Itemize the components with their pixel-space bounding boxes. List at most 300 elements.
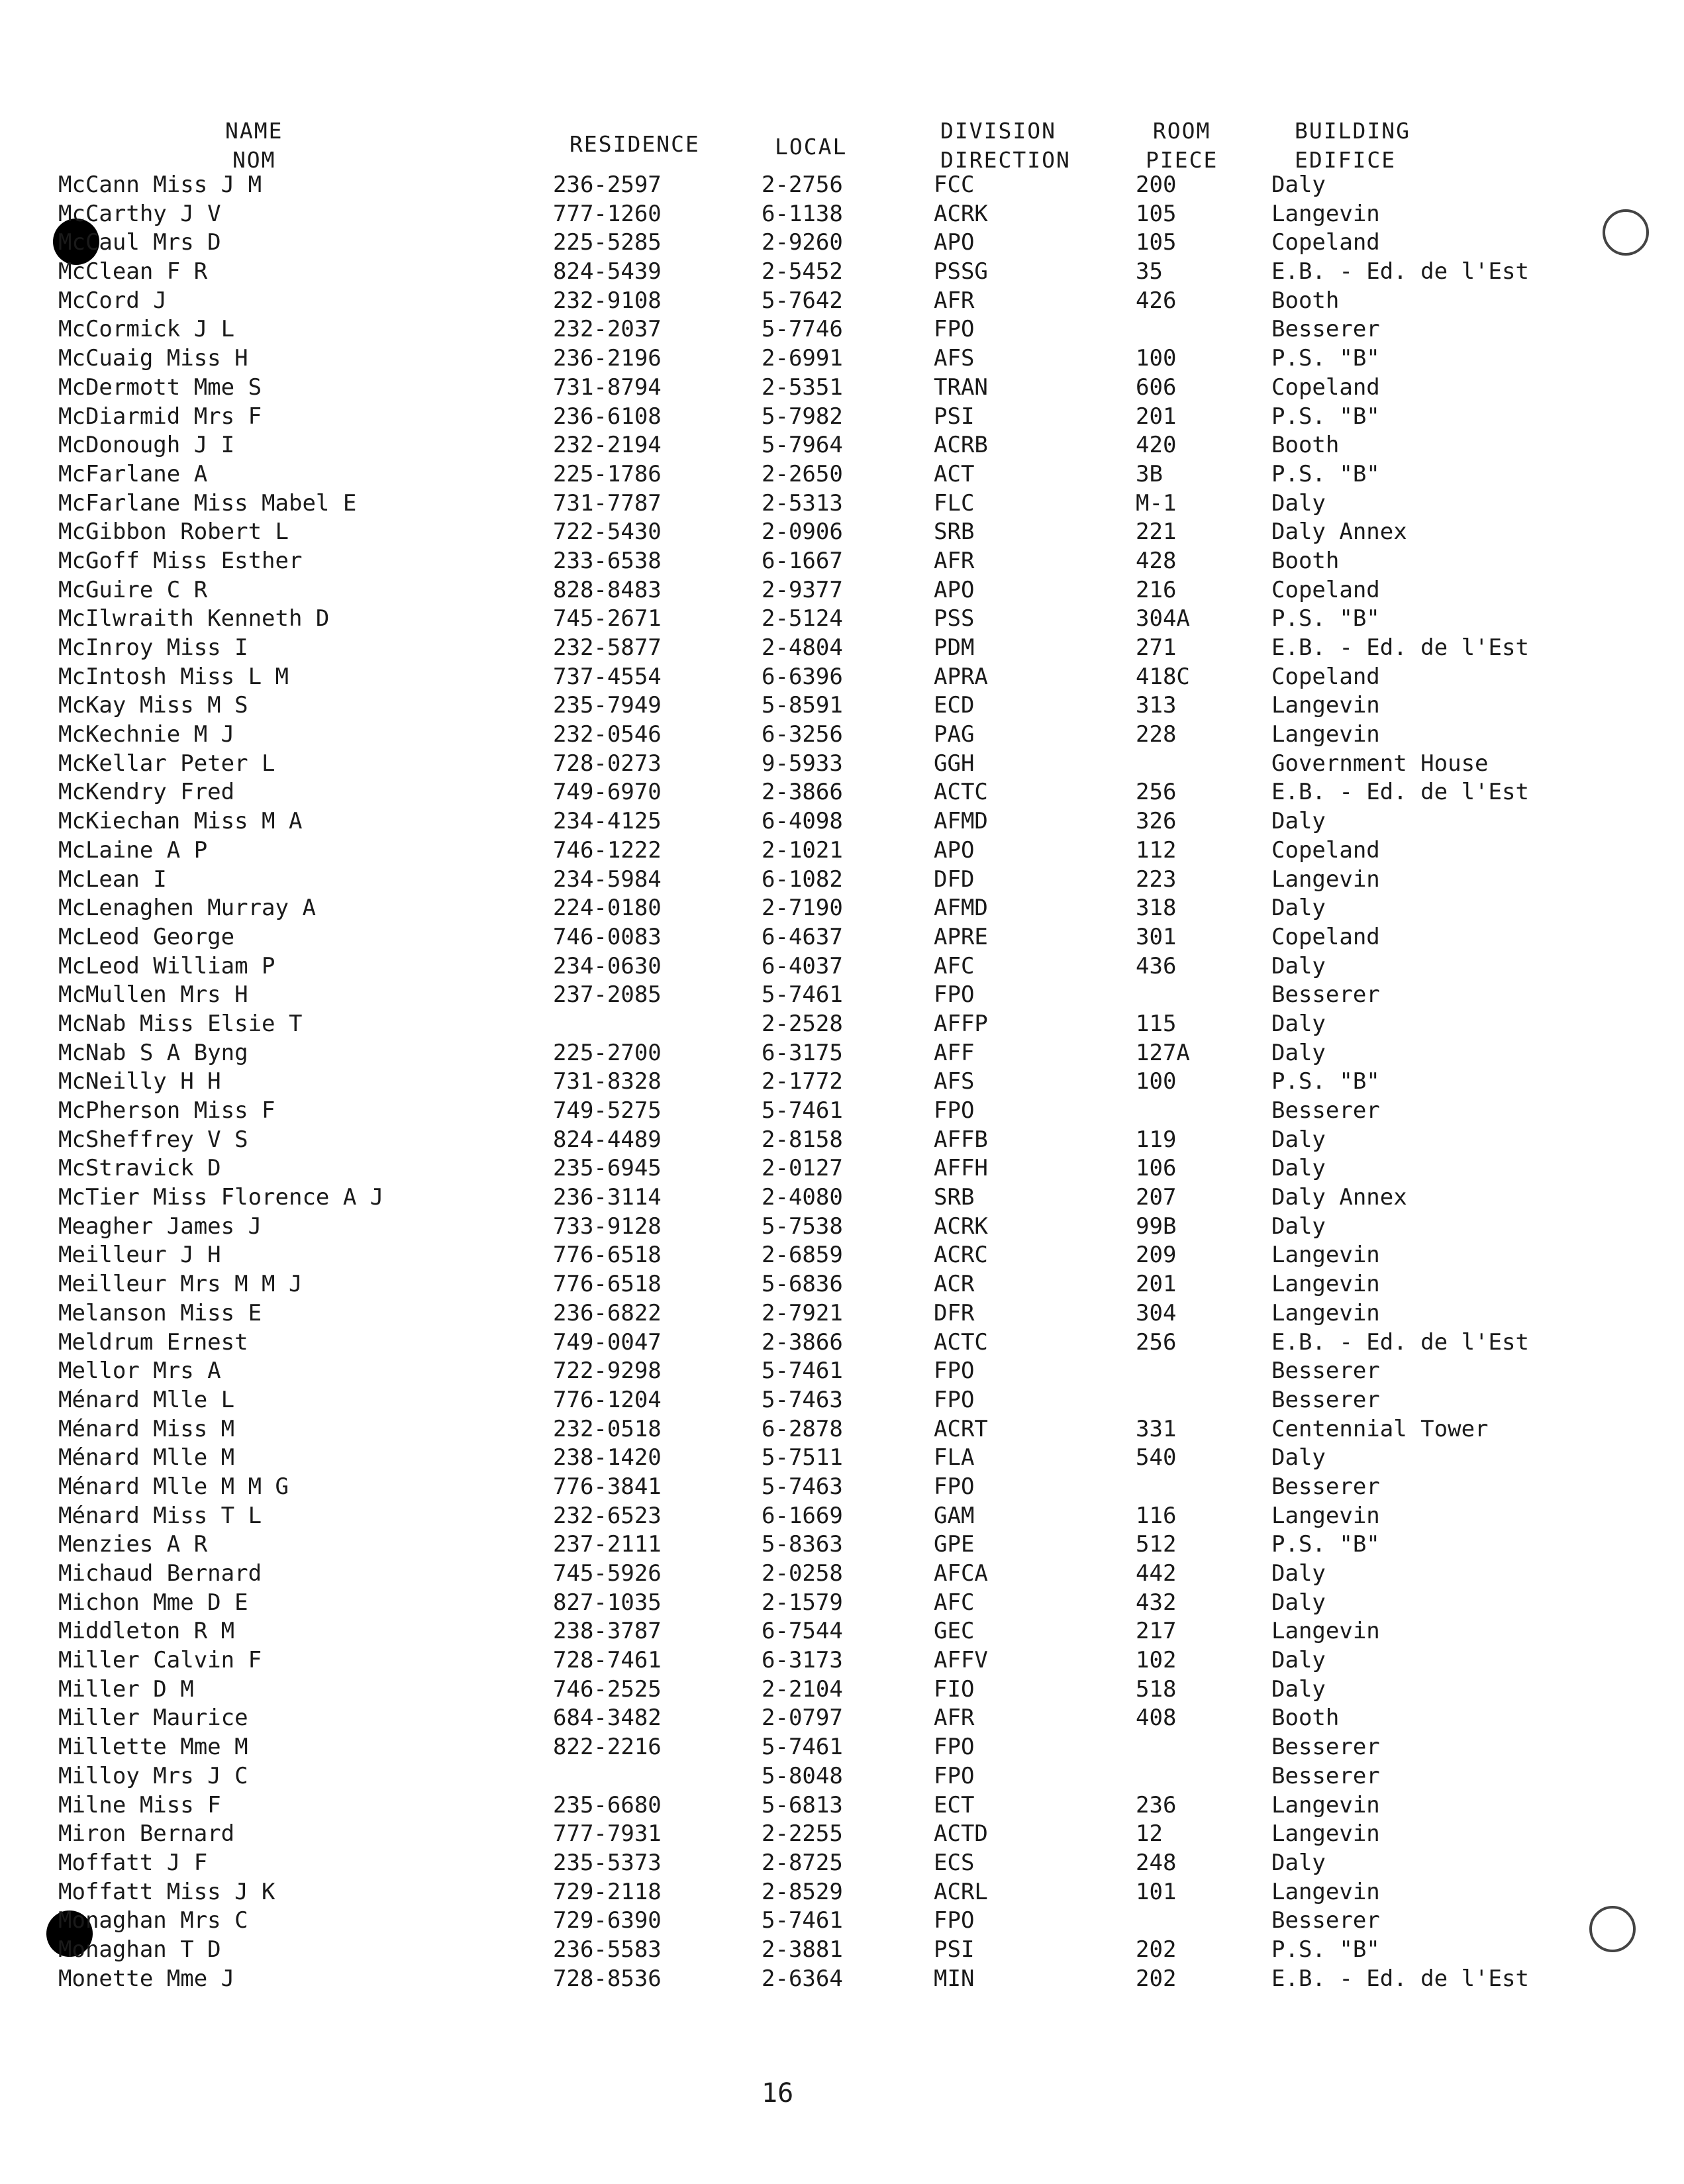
entry-building: Daly — [1271, 1849, 1326, 1876]
entry-name: McKay Miss M S — [58, 692, 248, 719]
directory-row — [0, 1444, 1684, 1473]
entry-name: Miller Calvin F — [58, 1647, 262, 1674]
entry-local-phone: 5-8363 — [762, 1531, 843, 1558]
directory-row — [0, 344, 1684, 373]
entry-division: APO — [934, 576, 975, 603]
directory-row — [0, 1328, 1684, 1358]
header-name-en: NAME — [225, 118, 283, 144]
directory-row — [0, 634, 1684, 663]
entry-residence-phone: 777-1260 — [553, 200, 662, 227]
entry-building: P.S. "B" — [1271, 1936, 1380, 1963]
entry-name: Milne Miss F — [58, 1791, 221, 1818]
entry-room: 119 — [1136, 1126, 1177, 1153]
entry-residence-phone: 236-2597 — [553, 172, 662, 198]
entry-name: McFarlane A — [58, 460, 208, 487]
directory-row — [0, 1733, 1684, 1762]
entry-building: Langevin — [1271, 1618, 1380, 1645]
entry-residence-phone: 684-3482 — [553, 1705, 662, 1732]
entry-residence-phone: 234-4125 — [553, 808, 662, 835]
entry-local-phone: 5-7461 — [762, 1358, 843, 1385]
entry-name: Moffatt Miss J K — [58, 1878, 275, 1905]
entry-name: Mellor Mrs A — [58, 1358, 221, 1385]
entry-building: E.B. - Ed. de l'Est — [1271, 1328, 1529, 1356]
entry-room: 418C — [1136, 663, 1190, 690]
entry-residence-phone: 733-9128 — [553, 1213, 662, 1240]
entry-building: P.S. "B" — [1271, 403, 1380, 430]
entry-name: McCuaig Miss H — [58, 345, 248, 372]
entry-name: McLenaghen Murray A — [58, 895, 316, 922]
entry-local-phone: 2-2528 — [762, 1010, 843, 1037]
entry-local-phone: 2-5351 — [762, 373, 843, 401]
entry-name: McCann Miss J M — [58, 172, 262, 198]
entry-residence-phone: 729-6390 — [553, 1907, 662, 1934]
entry-building: Booth — [1271, 432, 1340, 459]
entry-name: Miron Bernard — [58, 1820, 235, 1848]
entry-residence-phone: 232-6523 — [553, 1502, 662, 1529]
directory-row — [0, 605, 1684, 634]
directory-row — [0, 836, 1684, 866]
directory-row — [0, 373, 1684, 403]
entry-building: Daly — [1271, 1560, 1326, 1587]
entry-building: Besserer — [1271, 1734, 1380, 1761]
entry-division: PSI — [934, 1936, 975, 1963]
entry-residence-phone: 824-5439 — [553, 258, 662, 285]
entry-local-phone: 5-6836 — [762, 1271, 843, 1298]
entry-residence-phone: 232-0546 — [553, 721, 662, 748]
entry-room: 420 — [1136, 432, 1177, 459]
entry-name: McNeilly H H — [58, 1068, 221, 1095]
entry-division: GPE — [934, 1531, 975, 1558]
entry-residence-phone: 746-2525 — [553, 1675, 662, 1703]
header-division-fr: DIRECTION — [940, 147, 1071, 173]
entry-local-phone: 2-7921 — [762, 1299, 843, 1326]
entry-residence-phone: 225-2700 — [553, 1039, 662, 1066]
entry-room: 512 — [1136, 1531, 1177, 1558]
entry-residence-phone: 236-3114 — [553, 1184, 662, 1211]
entry-division: APRE — [934, 923, 988, 950]
entry-room: 100 — [1136, 345, 1177, 372]
entry-room: 115 — [1136, 1010, 1177, 1037]
entry-residence-phone: 232-0518 — [553, 1415, 662, 1442]
entry-residence-phone: 776-3841 — [553, 1473, 662, 1500]
entry-division: DFR — [934, 1299, 975, 1326]
entry-room: 428 — [1136, 547, 1177, 574]
entry-room: 223 — [1136, 866, 1177, 893]
entry-building: Besserer — [1271, 1386, 1380, 1413]
entry-name: Monette Mme J — [58, 1965, 235, 1992]
entry-building: P.S. "B" — [1271, 460, 1380, 487]
entry-name: McTier Miss Florence A J — [58, 1184, 384, 1211]
entry-local-phone: 6-3256 — [762, 721, 843, 748]
entry-name: McKiechan Miss M A — [58, 808, 303, 835]
entry-room: 436 — [1136, 952, 1177, 979]
entry-local-phone: 2-2756 — [762, 172, 843, 198]
entry-name: Meilleur Mrs M M J — [58, 1271, 303, 1298]
entry-division: AFS — [934, 345, 975, 372]
entry-residence-phone: 745-2671 — [553, 605, 662, 632]
entry-division: FPO — [934, 1734, 975, 1761]
entry-room: 105 — [1136, 229, 1177, 256]
directory-row — [0, 1183, 1684, 1213]
entry-building: Besserer — [1271, 1097, 1380, 1124]
entry-local-phone: 6-1138 — [762, 200, 843, 227]
entry-local-phone: 6-3175 — [762, 1039, 843, 1066]
entry-building: Daly — [1271, 1213, 1326, 1240]
entry-building: Langevin — [1271, 866, 1380, 893]
entry-residence-phone: 828-8483 — [553, 576, 662, 603]
entry-local-phone: 5-6813 — [762, 1791, 843, 1818]
entry-name: McKendry Fred — [58, 779, 235, 806]
entry-residence-phone: 722-9298 — [553, 1358, 662, 1385]
entry-division: FPO — [934, 981, 975, 1009]
entry-division: PSS — [934, 605, 975, 632]
entry-building: Daly Annex — [1271, 1184, 1407, 1211]
entry-division: ACRK — [934, 200, 988, 227]
entry-room: 101 — [1136, 1878, 1177, 1905]
directory-row — [0, 1589, 1684, 1618]
entry-room: 35 — [1136, 258, 1163, 285]
entry-division: ACTD — [934, 1820, 988, 1848]
entry-residence-phone: 232-2194 — [553, 432, 662, 459]
entry-room: 304 — [1136, 1299, 1177, 1326]
directory-row — [0, 1530, 1684, 1560]
directory-row — [0, 1820, 1684, 1849]
directory-row — [0, 1965, 1684, 1994]
entry-building: Besserer — [1271, 1762, 1380, 1789]
entry-residence-phone: 746-0083 — [553, 923, 662, 950]
directory-row — [0, 923, 1684, 952]
directory-row — [0, 1646, 1684, 1675]
entry-room: 606 — [1136, 373, 1177, 401]
entry-local-phone: 5-7746 — [762, 316, 843, 343]
header-room-fr: PIECE — [1146, 147, 1218, 173]
entry-division: ACRC — [934, 1242, 988, 1269]
entry-residence-phone: 746-1222 — [553, 836, 662, 864]
entry-residence-phone: 776-1204 — [553, 1386, 662, 1413]
directory-row — [0, 1560, 1684, 1589]
entry-division: AFFB — [934, 1126, 988, 1153]
directory-row — [0, 1849, 1684, 1878]
header-name-fr: NOM — [232, 147, 276, 173]
entry-name: Meagher James J — [58, 1213, 262, 1240]
entry-building: Langevin — [1271, 1242, 1380, 1269]
entry-division: GAM — [934, 1502, 975, 1529]
entry-building: Daly — [1271, 952, 1326, 979]
directory-row — [0, 228, 1684, 258]
entry-room: 12 — [1136, 1820, 1163, 1848]
entry-division: ACRT — [934, 1415, 988, 1442]
entry-local-phone: 2-4804 — [762, 634, 843, 661]
entry-residence-phone: 236-6108 — [553, 403, 662, 430]
entry-room: 221 — [1136, 519, 1177, 546]
entry-residence-phone: 824-4489 — [553, 1126, 662, 1153]
directory-row — [0, 200, 1684, 229]
entry-division: SRB — [934, 1184, 975, 1211]
entry-building: Daly — [1271, 1647, 1326, 1674]
directory-row — [0, 315, 1684, 344]
entry-residence-phone: 749-6970 — [553, 779, 662, 806]
entry-building: Besserer — [1271, 981, 1380, 1009]
directory-row — [0, 1617, 1684, 1646]
entry-residence-phone: 776-6518 — [553, 1271, 662, 1298]
entry-division: ECD — [934, 692, 975, 719]
entry-division: GGH — [934, 750, 975, 777]
entry-local-phone: 2-6859 — [762, 1242, 843, 1269]
directory-row — [0, 720, 1684, 750]
entry-room: 236 — [1136, 1791, 1177, 1818]
entry-division: TRAN — [934, 373, 988, 401]
entry-name: McMullen Mrs H — [58, 981, 248, 1009]
entry-building: P.S. "B" — [1271, 1068, 1380, 1095]
entry-room: 100 — [1136, 1068, 1177, 1095]
entry-building: Copeland — [1271, 229, 1380, 256]
entry-building: Copeland — [1271, 923, 1380, 950]
directory-row — [0, 981, 1684, 1010]
entry-name: Meilleur J H — [58, 1242, 221, 1269]
entry-residence-phone: 729-2118 — [553, 1878, 662, 1905]
entry-local-phone: 5-7463 — [762, 1386, 843, 1413]
entry-local-phone: 2-9377 — [762, 576, 843, 603]
entry-name: McNab S A Byng — [58, 1039, 248, 1066]
entry-local-phone: 2-8158 — [762, 1126, 843, 1153]
entry-name: McClean F R — [58, 258, 208, 285]
entry-local-phone: 5-7461 — [762, 981, 843, 1009]
entry-local-phone: 2-0797 — [762, 1705, 843, 1732]
directory-row — [0, 1878, 1684, 1907]
entry-residence-phone: 776-6518 — [553, 1242, 662, 1269]
directory-row — [0, 1675, 1684, 1705]
entry-local-phone: 5-7463 — [762, 1473, 843, 1500]
entry-residence-phone: 731-7787 — [553, 489, 662, 517]
entry-building: Daly — [1271, 1589, 1326, 1616]
entry-local-phone: 2-1021 — [762, 836, 843, 864]
entry-residence-phone: 235-7949 — [553, 692, 662, 719]
entry-name: Monaghan Mrs C — [58, 1907, 248, 1934]
entry-name: McKellar Peter L — [58, 750, 275, 777]
entry-residence-phone: 728-0273 — [553, 750, 662, 777]
header-room-en: ROOM — [1152, 118, 1211, 144]
header-residence-label: RESIDENCE — [570, 131, 700, 157]
entry-name: Michon Mme D E — [58, 1589, 248, 1616]
entry-division: AFFP — [934, 1010, 988, 1037]
entry-division: APO — [934, 836, 975, 864]
entry-name: Miller D M — [58, 1675, 194, 1703]
entry-building: P.S. "B" — [1271, 1531, 1380, 1558]
entry-residence-phone: 728-8536 — [553, 1965, 662, 1992]
directory-row — [0, 1907, 1684, 1936]
entry-division: SRB — [934, 519, 975, 546]
entry-division: PAG — [934, 721, 975, 748]
entry-name: McNab Miss Elsie T — [58, 1010, 303, 1037]
entry-name: McDiarmid Mrs F — [58, 403, 262, 430]
entry-room: 127A — [1136, 1039, 1190, 1066]
directory-row — [0, 1473, 1684, 1502]
entry-building: Daly Annex — [1271, 519, 1407, 546]
entry-name: McCaul Mrs D — [58, 229, 221, 256]
entry-name: McInroy Miss I — [58, 634, 248, 661]
entry-name: Miller Maurice — [58, 1705, 248, 1732]
directory-row — [0, 403, 1684, 432]
entry-building: E.B. - Ed. de l'Est — [1271, 779, 1529, 806]
entry-room: 326 — [1136, 808, 1177, 835]
entry-division: FPO — [934, 316, 975, 343]
header-building-en: BUILDING — [1295, 118, 1411, 144]
entry-local-phone: 5-7538 — [762, 1213, 843, 1240]
entry-name: Millette Mme M — [58, 1734, 248, 1761]
entry-room: 248 — [1136, 1849, 1177, 1876]
entry-division: APO — [934, 229, 975, 256]
entry-room: 105 — [1136, 200, 1177, 227]
entry-room: 518 — [1136, 1675, 1177, 1703]
directory-row — [0, 287, 1684, 316]
directory-row — [0, 1704, 1684, 1733]
entry-local-phone: 5-7461 — [762, 1097, 843, 1124]
entry-name: McIntosh Miss L M — [58, 663, 289, 690]
entry-name: McDonough J I — [58, 432, 235, 459]
entry-division: FPO — [934, 1358, 975, 1385]
entry-local-phone: 6-4637 — [762, 923, 843, 950]
entry-building: Daly — [1271, 1010, 1326, 1037]
entry-building: Langevin — [1271, 721, 1380, 748]
directory-row — [0, 750, 1684, 779]
entry-name: McCarthy J V — [58, 200, 221, 227]
entry-building: Booth — [1271, 547, 1340, 574]
entry-name: McGuire C R — [58, 576, 208, 603]
entry-division: DFD — [934, 866, 975, 893]
directory-row — [0, 1039, 1684, 1068]
entry-room: 207 — [1136, 1184, 1177, 1211]
header-residence — [570, 130, 700, 159]
entry-local-phone: 6-1667 — [762, 547, 843, 574]
entry-name: Meldrum Ernest — [58, 1328, 248, 1356]
entry-name: Ménard Mlle M — [58, 1444, 235, 1471]
directory-row — [0, 1791, 1684, 1820]
directory-row — [0, 1386, 1684, 1415]
entry-building: Daly — [1271, 172, 1326, 198]
entry-residence-phone: 225-1786 — [553, 460, 662, 487]
entry-division: GEC — [934, 1618, 975, 1645]
entry-residence-phone: 236-2196 — [553, 345, 662, 372]
entry-division: AFFH — [934, 1155, 988, 1182]
directory-row — [0, 576, 1684, 605]
entry-local-phone: 6-1082 — [762, 866, 843, 893]
directory-row — [0, 1213, 1684, 1242]
entry-residence-phone: 235-6680 — [553, 1791, 662, 1818]
entry-room: 331 — [1136, 1415, 1177, 1442]
entry-room: 202 — [1136, 1936, 1177, 1963]
entry-local-phone: 2-3881 — [762, 1936, 843, 1963]
entry-building: Daly — [1271, 489, 1326, 517]
directory-row — [0, 547, 1684, 576]
entry-local-phone: 6-7544 — [762, 1618, 843, 1645]
entry-room: 426 — [1136, 287, 1177, 314]
entry-building: Daly — [1271, 1155, 1326, 1182]
entry-name: McLeod William P — [58, 952, 275, 979]
entry-name: Menzies A R — [58, 1531, 208, 1558]
entry-name: Ménard Miss T L — [58, 1502, 262, 1529]
entry-division: FPO — [934, 1907, 975, 1934]
entry-room: 209 — [1136, 1242, 1177, 1269]
entry-local-phone: 2-1579 — [762, 1589, 843, 1616]
entry-division: ACRK — [934, 1213, 988, 1240]
entry-room: 116 — [1136, 1502, 1177, 1529]
entry-building: E.B. - Ed. de l'Est — [1271, 634, 1529, 661]
entry-residence-phone: 749-0047 — [553, 1328, 662, 1356]
entry-building: Copeland — [1271, 576, 1380, 603]
entry-local-phone: 6-4037 — [762, 952, 843, 979]
header-room — [1146, 117, 1218, 175]
entry-building: Government House — [1271, 750, 1489, 777]
directory-row — [0, 431, 1684, 460]
entry-name: McLean I — [58, 866, 167, 893]
entry-room: 216 — [1136, 576, 1177, 603]
header-name — [225, 117, 283, 175]
entry-residence-phone: 236-5583 — [553, 1936, 662, 1963]
entry-building: Daly — [1271, 1039, 1326, 1066]
page-number: 16 — [762, 2078, 794, 2109]
directory-row — [0, 866, 1684, 895]
entry-room: 200 — [1136, 172, 1177, 198]
entry-local-phone: 2-0906 — [762, 519, 843, 546]
entry-name: McGibbon Robert L — [58, 519, 289, 546]
entry-division: AFR — [934, 547, 975, 574]
entry-local-phone: 6-1669 — [762, 1502, 843, 1529]
entry-building: Daly — [1271, 895, 1326, 922]
header-division — [940, 117, 1071, 175]
entry-name: Ménard Mlle M M G — [58, 1473, 289, 1500]
entry-local-phone: 2-2104 — [762, 1675, 843, 1703]
entry-residence-phone: 728-7461 — [553, 1647, 662, 1674]
entry-room: 540 — [1136, 1444, 1177, 1471]
entry-local-phone: 5-8591 — [762, 692, 843, 719]
entry-division: AFF — [934, 1039, 975, 1066]
entry-building: Daly — [1271, 1126, 1326, 1153]
header-local-label: LOCAL — [775, 134, 848, 160]
directory-row — [0, 1097, 1684, 1126]
entry-name: Monaghan T D — [58, 1936, 221, 1963]
entry-building: Copeland — [1271, 373, 1380, 401]
entry-building: P.S. "B" — [1271, 345, 1380, 372]
entry-room: 228 — [1136, 721, 1177, 748]
entry-building: Langevin — [1271, 1878, 1380, 1905]
entry-room: 201 — [1136, 403, 1177, 430]
entry-room: 112 — [1136, 836, 1177, 864]
entry-name: Melanson Miss E — [58, 1299, 262, 1326]
entry-name: McLeod George — [58, 923, 235, 950]
entry-building: E.B. - Ed. de l'Est — [1271, 1965, 1529, 1992]
directory-row — [0, 258, 1684, 287]
entry-residence-phone: 722-5430 — [553, 519, 662, 546]
directory-row — [0, 1762, 1684, 1791]
entry-division: FLA — [934, 1444, 975, 1471]
entry-name: Middleton R M — [58, 1618, 235, 1645]
entry-residence-phone: 225-5285 — [553, 229, 662, 256]
entry-division: AFR — [934, 287, 975, 314]
entry-local-phone: 2-7190 — [762, 895, 843, 922]
directory-row — [0, 1502, 1684, 1531]
entry-local-phone: 5-7461 — [762, 1734, 843, 1761]
entry-name: McCord J — [58, 287, 167, 314]
entry-residence-phone: 235-6945 — [553, 1155, 662, 1182]
directory-row — [0, 489, 1684, 519]
directory-row — [0, 894, 1684, 923]
entry-local-phone: 2-1772 — [762, 1068, 843, 1095]
entry-division: ACR — [934, 1271, 975, 1298]
entry-name: McDermott Mme S — [58, 373, 262, 401]
entry-building: Langevin — [1271, 200, 1380, 227]
entry-name: McCormick J L — [58, 316, 235, 343]
entry-local-phone: 2-5124 — [762, 605, 843, 632]
